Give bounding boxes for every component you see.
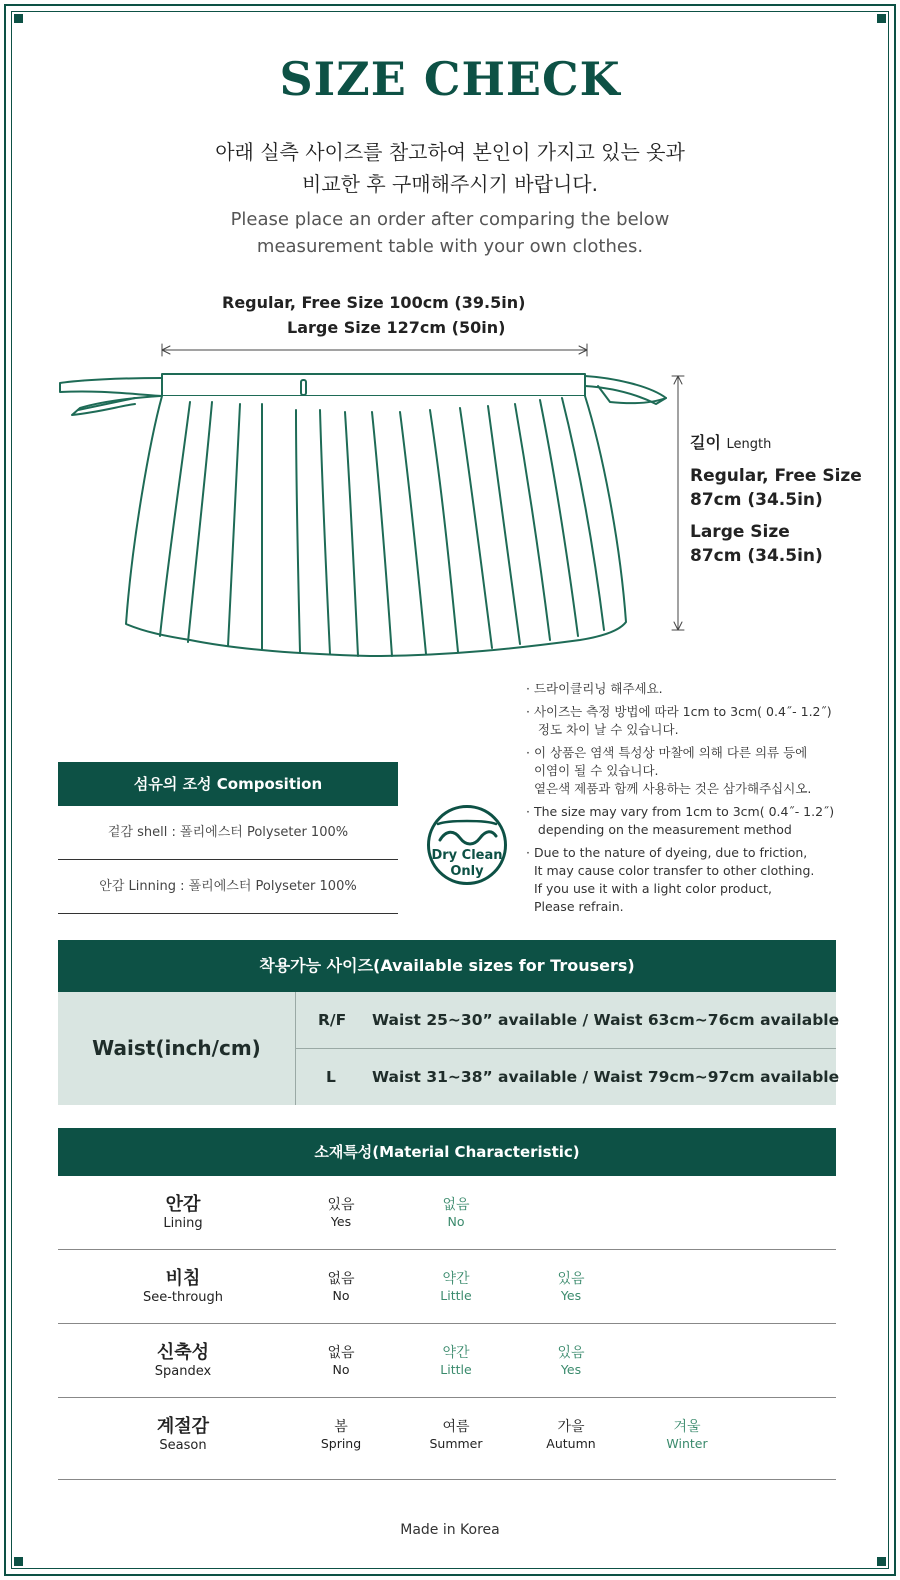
length-regular-label: Regular, Free Size: [690, 466, 862, 486]
available-size-row: [296, 992, 840, 1048]
intro-korean-line: 비교한 후 구매해주시기 바랍니다.: [302, 172, 598, 196]
material-label-kr: 안감: [165, 1194, 201, 1215]
material-label-en: Spandex: [154, 1364, 212, 1379]
length-title: [690, 430, 771, 453]
care-note: · 사이즈는 측정 방법에 따라 1cm to 3cm( 0.4˝- 1.2˝) 정도 차이 날 수 있습니다.: [526, 704, 832, 737]
care-note: · 드라이클리닝 해주세요.: [526, 681, 663, 696]
dry-clean-line2: Only: [450, 864, 484, 879]
material-option: 겨울 Winter: [666, 1419, 708, 1451]
material-label-kr: 계절감: [156, 1416, 210, 1437]
skirt-diagram: [0, 0, 900, 680]
length-regular-value: 87cm (34.5in): [690, 490, 823, 510]
available-sizes-label: Waist(inch/cm): [58, 992, 296, 1105]
intro-korean-line: 아래 실측 사이즈를 참고하여 본인이 가지고 있는 옷과: [215, 140, 685, 164]
material-row-season: [58, 1398, 836, 1480]
left-tie-strap: [60, 378, 162, 396]
material-row-see-through: [58, 1250, 836, 1324]
size-desc: Waist 31~38” available / Waist 79cm~97cm available: [372, 1068, 840, 1086]
width-large-label: Large Size 127cm (50in): [287, 318, 506, 337]
material-label-en: Lining: [163, 1216, 203, 1231]
available-sizes-table: [58, 992, 840, 1105]
length-title-kr: 길이: [690, 433, 721, 452]
material-option: 있음 Yes: [557, 1271, 585, 1303]
size-code: L: [326, 1068, 336, 1086]
length-title-en: Length: [726, 437, 772, 452]
available-size-row: [296, 1049, 840, 1105]
corner-square: [877, 1557, 886, 1566]
intro-english-line: measurement table with your own clothes.: [256, 236, 644, 257]
composition-row-shell: 겉감 shell : 폴리에스터 Polyseter 100%: [58, 806, 398, 860]
composition-row-lining: 안감 Linning : 폴리에스터 Polyseter 100%: [58, 860, 398, 914]
material-option: 약간 Little: [440, 1345, 472, 1377]
dry-clean-line1: Dry Clean: [431, 848, 503, 863]
material-label-en: See-through: [142, 1290, 224, 1305]
material-option: 없음 No: [327, 1345, 355, 1377]
material-label-en: Season: [159, 1438, 207, 1453]
skirt-body: [126, 396, 626, 656]
length-large-label: Large Size: [690, 522, 790, 542]
intro-english-line: Please place an order after comparing the below: [230, 209, 670, 230]
material-label-kr: 비침: [165, 1268, 201, 1289]
material-option: 봄 Spring: [320, 1419, 362, 1451]
material-option: 있음 Yes: [327, 1197, 355, 1229]
material-option: 가을 Autumn: [546, 1419, 596, 1451]
material-option: 여름 Summer: [429, 1419, 483, 1451]
care-note: · Due to the nature of dyeing, due to friction, It may cause color transfer to other clothing. If you use it with a light color product, Please refrain.: [526, 845, 815, 914]
care-notes: [526, 680, 876, 921]
material-header: 소재특성(Material Characteristic): [58, 1128, 836, 1176]
material-label-kr: 신축성: [156, 1342, 210, 1363]
width-regular-label: Regular, Free Size 100cm (39.5in): [222, 293, 526, 312]
length-large-value: 87cm (34.5in): [690, 546, 823, 566]
care-note: · 이 상품은 염색 특성상 마찰에 의해 다른 의류 등에 이염이 될 수 있습니다. 옅은색 제품과 함께 사용하는 것은 삼가해주십시오.: [526, 745, 812, 796]
material-row-spandex: [58, 1324, 836, 1398]
material-option: 있음 Yes: [557, 1345, 585, 1377]
material-option: 약간 Little: [440, 1271, 472, 1303]
material-row-lining: [58, 1176, 836, 1250]
material-option: 없음 No: [327, 1271, 355, 1303]
page-title: SIZE CHECK: [279, 52, 621, 106]
corner-square: [14, 1557, 23, 1566]
material-option: 없음 No: [442, 1197, 470, 1229]
composition-header: 섬유의 조성 Composition: [58, 762, 398, 806]
size-code: R/F: [318, 1011, 347, 1029]
size-desc: Waist 25~30” available / Waist 63cm~76cm available: [372, 1011, 840, 1029]
dry-clean-icon: [430, 812, 504, 852]
dry-clean-badge: [427, 805, 507, 885]
waistband: [162, 374, 585, 396]
footer-made-in: Made in Korea: [400, 1522, 500, 1538]
available-sizes-header: 착용가능 사이즈(Available sizes for Trousers): [58, 940, 836, 992]
right-tie-strap: [585, 376, 666, 404]
care-note: · The size may vary from 1cm to 3cm( 0.4˝- 1.2˝) depending on the measurement method: [526, 804, 835, 837]
